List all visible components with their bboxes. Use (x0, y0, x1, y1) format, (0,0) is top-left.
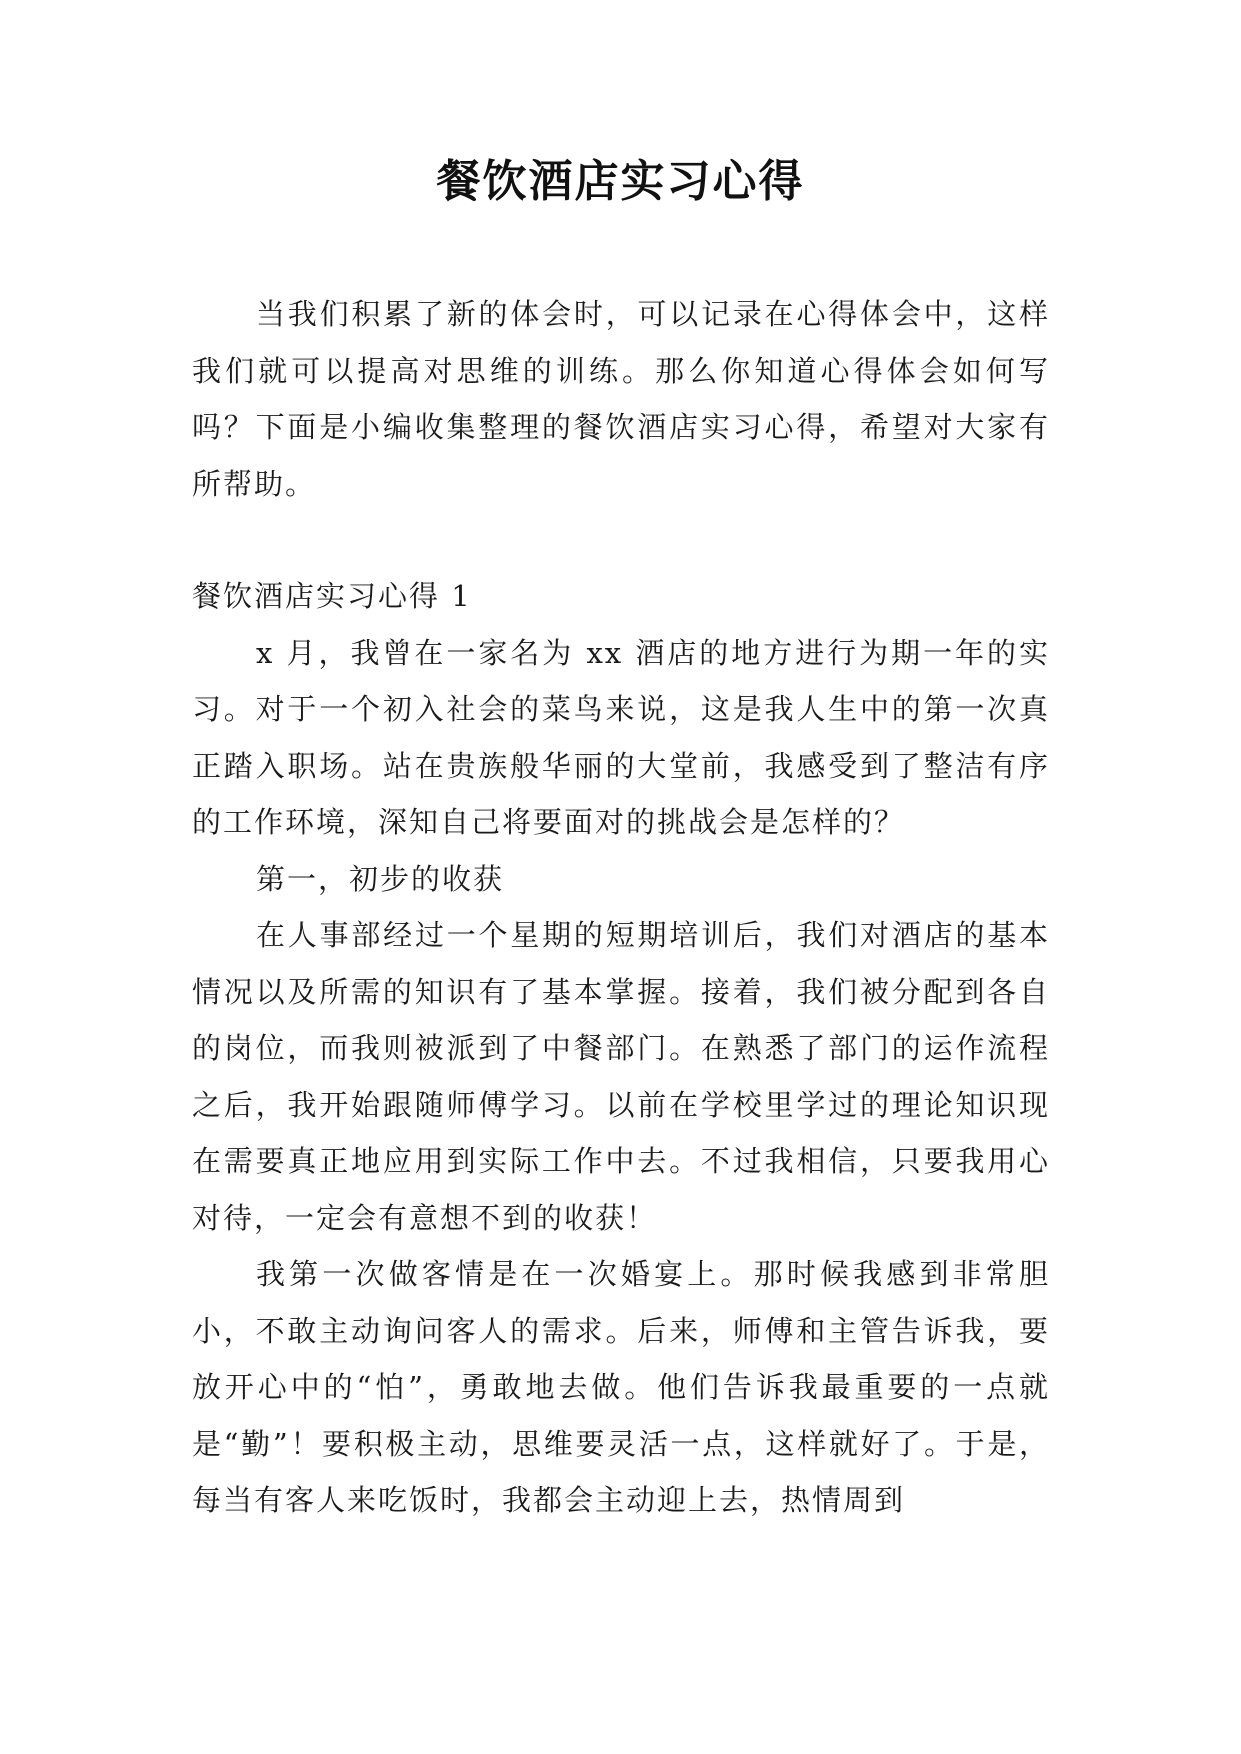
body-paragraph: 我第一次做客情是在一次婚宴上。那时候我感到非常胆小，不敢主动询问客人的需求。后来，师傅和主管告诉我，要放开心中的“怕”，勇敢地去做。他们告诉我最重要的一点就是“勤”！要积极主动，思维要灵活一点，这样就好了。于是，每当有客人来吃饭时，我都会主动迎上去，热情周到 (192, 1257, 1050, 1517)
document-title: 餐饮酒店实习心得 (436, 156, 805, 207)
document-body (192, 286, 1050, 1529)
section-heading: 餐饮酒店实习心得 1 (192, 579, 472, 613)
body-paragraph: x 月，我曾在一家名为 xx 酒店的地方进行为期一年的实习。对于一个初入社会的菜鸟来说，这是我人生中的第一次真正踏入职场。站在贵族般华丽的大堂前，我感受到了整洁有序的工作环境，深知自己将要面对的挑战会是怎样的？ (192, 635, 1050, 839)
body-paragraph: 在人事部经过一个星期的短期培训后，我们对酒店的基本情况以及所需的知识有了基本掌握。接着，我们被分配到各自的岗位，而我则被派到了中餐部门。在熟悉了部门的运作流程之后，我开始跟随师傅学习。以前在学校里学过的理论知识现在需要真正地应用到实际工作中去。不过我相信，只要我用心对待，一定会有意想不到的收获！ (192, 918, 1050, 1235)
intro-paragraph: 当我们积累了新的体会时，可以记录在心得体会中，这样我们就可以提高对思维的训练。那么你知道心得体会如何写吗？下面是小编收集整理的餐饮酒店实习心得，希望对大家有所帮助。 (192, 297, 1050, 501)
subheading-paragraph: 第一，初步的收获 (256, 861, 505, 896)
